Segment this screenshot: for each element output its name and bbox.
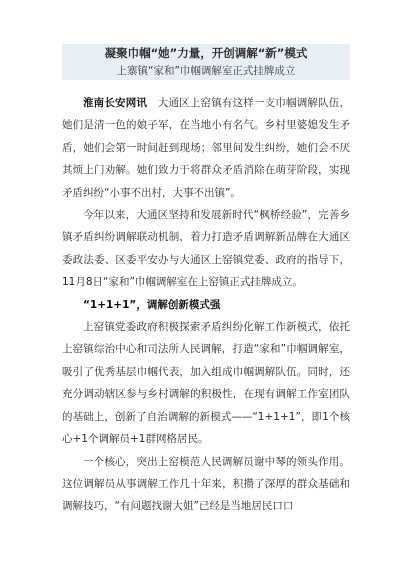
paragraph-1 [62,92,350,204]
article-subtitle: 上寨镇“家和”巾帼调解室正式挂牌成立 [116,65,296,77]
paragraph-3: 上窑镇党委政府积极探索矛盾纠纷化解工作新模式，依托上窑镇综治中心和司法所人民调解，打造“家和”巾帼调解室，吸引了优秀基层巾帼代表，加入组成巾帼调解队伍。同时，还充分调动辖区参与乡村调解的积极性，在现有调解工作室团队的基础上，创新了自治调解的新模式——“1+1+1”，即1个核心+1个调解员+1群网格居民。 [62,321,350,446]
news-source: 淮南长安网讯 [83,97,148,109]
paragraph-2: 今年以来，大通区坚持和发展新时代“枫桥经验”，完善乡镇矛盾纠纷调解联动机制，着力打造矛盾调解新品牌在大通区委政法委、区委平安办与大通区上窑镇党委、政府的指导下，11月8日“家和”巾帼调解室在上窑镇正式挂牌成立。 [62,209,350,289]
paragraph-1-text: 大通区上窑镇有这样一支巾帼调解队伍，她们是清一色的娘子军，在当地小有名气。乡村里婆媳发生矛盾，她们会第一时间赶到现场；邻里间发生纠纷，她们会不厌其烦上门劝解。她们致力于将群众矛盾消除在萌芽阶段，实现矛盾纠纷“小事不出村，大事不出镇”。 [62,97,350,199]
article-title: 凝聚巾帼“她”力量，开创调解“新”模式 [104,46,308,60]
paragraph-4: 一个核心，突出上窑模范人民调解员谢中琴的领头作用。这位调解员从事调解工作几十年来，积攒了深厚的群众基础和调解技巧，“有问题找谢大姐”已经是当地居民口口 [62,455,350,513]
article-body [62,92,350,518]
section-heading: “1+1+1”，调解创新模式强 [83,298,221,311]
